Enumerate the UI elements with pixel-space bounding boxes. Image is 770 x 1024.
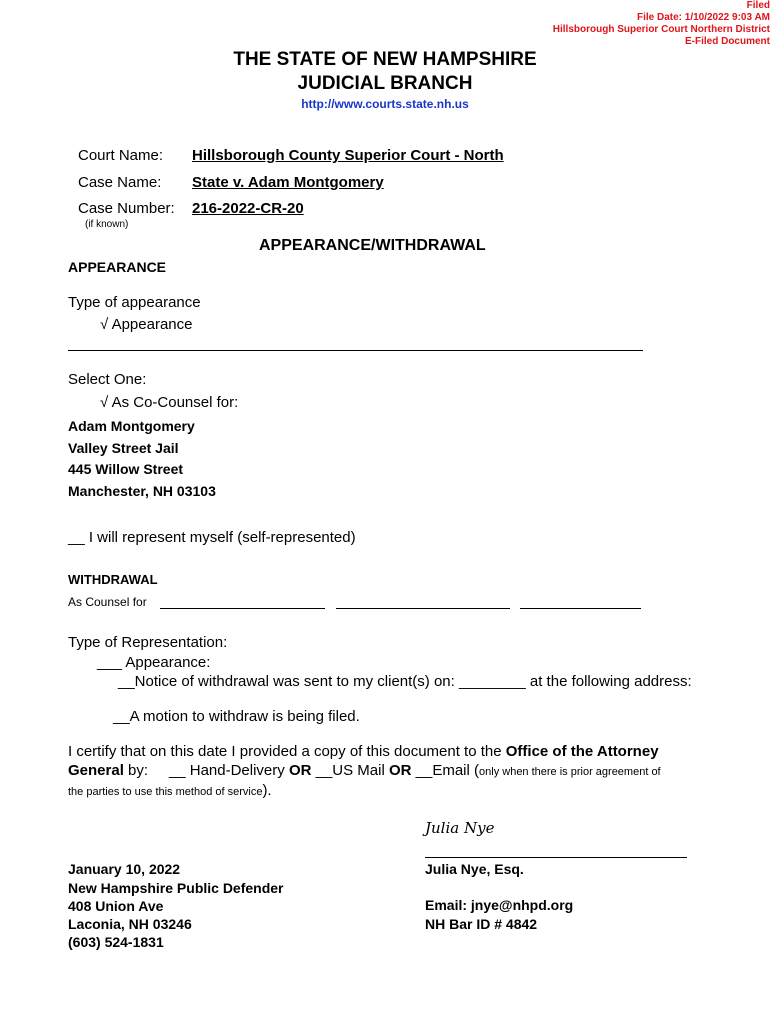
stamp-efiled: E-Filed Document	[684, 36, 770, 47]
motion-to-withdraw-option: __A motion to withdraw is being filed.	[113, 708, 360, 725]
case-number-note: (if known)	[85, 219, 129, 230]
divider-line	[68, 350, 643, 351]
signer-bar-id: NH Bar ID # 4842	[425, 916, 538, 932]
signer-street: 408 Union Ave	[68, 898, 164, 914]
handwritten-signature: Julia Nye	[425, 819, 495, 837]
certify-us-mail: __US Mail	[311, 762, 389, 779]
signer-city: Laconia, NH 03246	[68, 916, 192, 932]
withdrawal-heading: WITHDRAWAL	[68, 572, 158, 587]
certify-line-2	[68, 762, 661, 779]
stamp-filed: Filed	[746, 0, 770, 11]
signer-email: Email: jnye@nhpd.org	[425, 897, 574, 913]
client-street: 445 Willow Street	[68, 461, 184, 477]
case-name-value: State v. Adam Montgomery	[192, 174, 384, 191]
certify-or-2: OR	[388, 762, 412, 779]
certify-hand-delivery: by: __ Hand-Delivery	[123, 762, 289, 779]
counsel-blank-3	[520, 608, 641, 609]
certify-line-1	[68, 743, 659, 760]
certify-text: I certify that on this date I provided a copy of this document to the	[68, 743, 506, 760]
court-name-value: Hillsborough County Superior Court - North	[192, 147, 504, 164]
case-name-label: Case Name:	[78, 174, 162, 191]
page-title: THE STATE OF NEW HAMPSHIRE	[233, 49, 537, 70]
certify-or-1: OR	[288, 762, 312, 779]
certify-office: Office of the Attorney	[505, 743, 659, 760]
certify-general: General	[68, 762, 124, 779]
type-of-appearance-label: Type of appearance	[68, 294, 201, 311]
select-one-label: Select One:	[68, 371, 147, 388]
court-url-link[interactable]: http://www.courts.state.nh.us	[301, 97, 469, 111]
signature-line	[425, 857, 687, 858]
self-represented-option: __ I will represent myself (self-represented)	[68, 529, 356, 546]
counsel-blank-1	[160, 608, 325, 609]
signer-phone: (603) 524-1831	[68, 934, 164, 950]
certify-note-2: the parties to use this method of service	[68, 786, 263, 798]
appearance-checked: √ Appearance	[100, 316, 193, 333]
page-subtitle: JUDICIAL BRANCH	[297, 73, 473, 94]
court-name-label: Court Name:	[78, 147, 164, 164]
co-counsel-checked: √ As Co-Counsel for:	[100, 394, 239, 411]
client-facility: Valley Street Jail	[68, 440, 179, 456]
signature-date: January 10, 2022	[68, 861, 181, 877]
rep-appearance-option: ___ Appearance:	[97, 654, 211, 671]
client-city: Manchester, NH 03103	[68, 483, 216, 499]
form-title: APPEARANCE/WITHDRAWAL	[259, 237, 486, 254]
certify-close: ).	[262, 782, 272, 799]
counsel-blank-2	[336, 608, 510, 609]
notice-of-withdrawal-option: __Notice of withdrawal was sent to my client(s) on: ________ at the following address:	[118, 673, 692, 690]
type-of-representation-label: Type of Representation:	[68, 634, 228, 651]
as-counsel-label: As Counsel for	[68, 595, 147, 609]
stamp-court: Hillsborough Superior Court Northern District	[552, 24, 770, 35]
certify-line-3	[68, 782, 272, 800]
certify-email: __Email (	[411, 762, 480, 779]
case-number-label: Case Number:	[78, 200, 175, 217]
filed-stamp	[553, 0, 770, 48]
client-name: Adam Montgomery	[68, 418, 195, 434]
signer-organization: New Hampshire Public Defender	[68, 880, 284, 896]
signer-name: Julia Nye, Esq.	[425, 861, 524, 877]
case-number-value: 216-2022-CR-20	[192, 200, 304, 217]
certify-note-1: only when there is prior agreement of	[479, 766, 661, 778]
stamp-file-date: File Date: 1/10/2022 9:03 AM	[636, 12, 770, 23]
appearance-heading: APPEARANCE	[68, 259, 167, 275]
